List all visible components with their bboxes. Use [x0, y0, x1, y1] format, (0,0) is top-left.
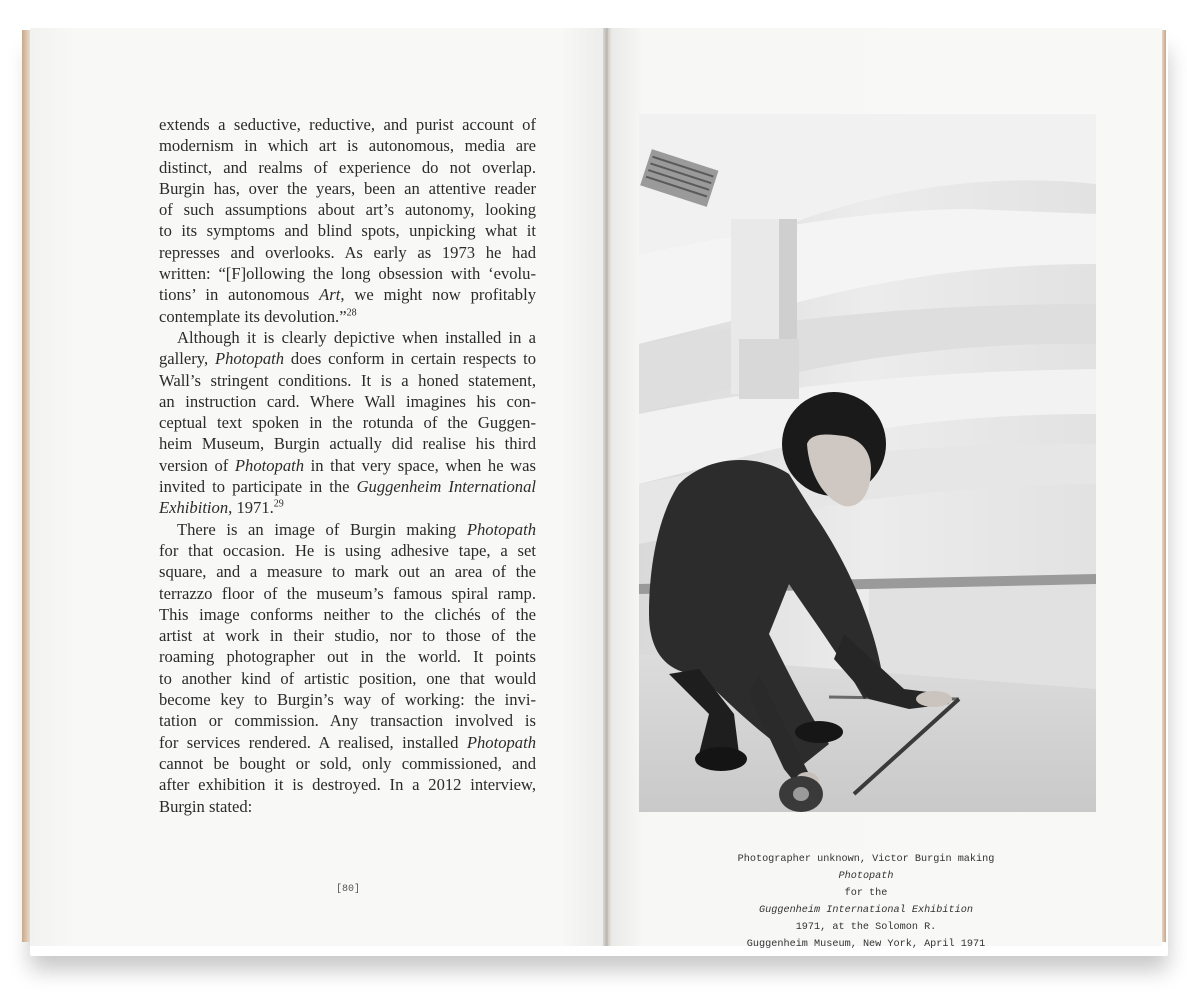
text-line: There is an image of Burgin making Photopath [177, 519, 536, 539]
body-text [159, 114, 536, 817]
text-line: for services rendered. A realised, installed Photopath [159, 732, 536, 752]
text-line: Although it is clearly depictive when installed in a [177, 327, 536, 347]
text-line: an instruction card. Where Wall imagines his con- [159, 391, 536, 411]
text-line: tation or commission. Any transaction involved is [159, 711, 536, 731]
footnote-ref: 29 [273, 498, 284, 510]
text-line: square, and a measure to mark out an area of the [159, 562, 536, 582]
text-line: terrazzo floor of the museum’s famous spiral ramp. [159, 583, 536, 603]
text-line: of such assumptions about art’s autonomy, looking [159, 200, 536, 220]
text-line: represses and overlooks. As early as 1973 he had [159, 242, 536, 262]
text-line: written: “[F]ollowing the long obsession with ‘evolu- [159, 264, 536, 284]
text-line: extends a seductive, reductive, and purist account of [159, 115, 536, 134]
caption-line: Guggenheim International Exhibition 1971, at the Solomon R. [759, 905, 973, 933]
text-line: artist at work in their studio, nor to those of the [159, 626, 536, 646]
text-line: cannot be bought or sold, only commissioned, and [159, 753, 536, 773]
photograph [639, 114, 1096, 812]
text-line: for that occasion. He is using adhesive tape, a set [159, 540, 536, 560]
text-line: ceptual text spoken in the rotunda of the Guggen- [159, 413, 536, 433]
book-gutter [603, 28, 612, 946]
photo-caption [660, 851, 1072, 953]
text-line: Burgin has, over the years, been an attentive reader [159, 178, 536, 198]
text-line: roaming photographer out in the world. It points [159, 647, 536, 667]
text-line: become key to Burgin’s way of working: the invi- [159, 690, 536, 710]
text-line: after exhibition it is destroyed. In a 2012 interview, [159, 775, 536, 795]
text-line: Exhibition, 1971.29 [159, 498, 284, 518]
text-line: modernism in which art is autonomous, media are [159, 136, 536, 156]
text-line: tions’ in autonomous Art, we might now profitably [159, 285, 537, 305]
text-line: This image conforms neither to the clichés of the [159, 604, 536, 624]
caption-line: Photographer unknown, Victor Burgin making Photopath for the [737, 854, 995, 899]
footnote-ref: 28 [346, 307, 357, 319]
text-line: version of Photopath in that very space, when he was [159, 455, 536, 475]
text-line: distinct, and realms of experience do not overlap. [159, 157, 536, 177]
page-number: [80] [335, 884, 360, 895]
text-line: to its symptoms and blind spots, unpicking what it [159, 221, 536, 241]
text-line: Wall’s stringent conditions. It is a honed statement, [159, 370, 536, 390]
text-line: to another kind of artistic position, one that would [159, 668, 536, 688]
text-line: contemplate its devolution.”$^{28}$ [159, 306, 357, 326]
text-line: heim Museum, Burgin actually did realise his third [159, 434, 536, 454]
photograph-artwork [639, 114, 1096, 812]
text-line: Burgin stated: [159, 796, 253, 816]
text-line: invited to participate in the Guggenheim International [159, 477, 536, 497]
text-line: gallery, Photopath does conform in certain respects to [159, 349, 536, 369]
caption-line: Guggenheim Museum, New York, April 1971 [746, 939, 986, 950]
